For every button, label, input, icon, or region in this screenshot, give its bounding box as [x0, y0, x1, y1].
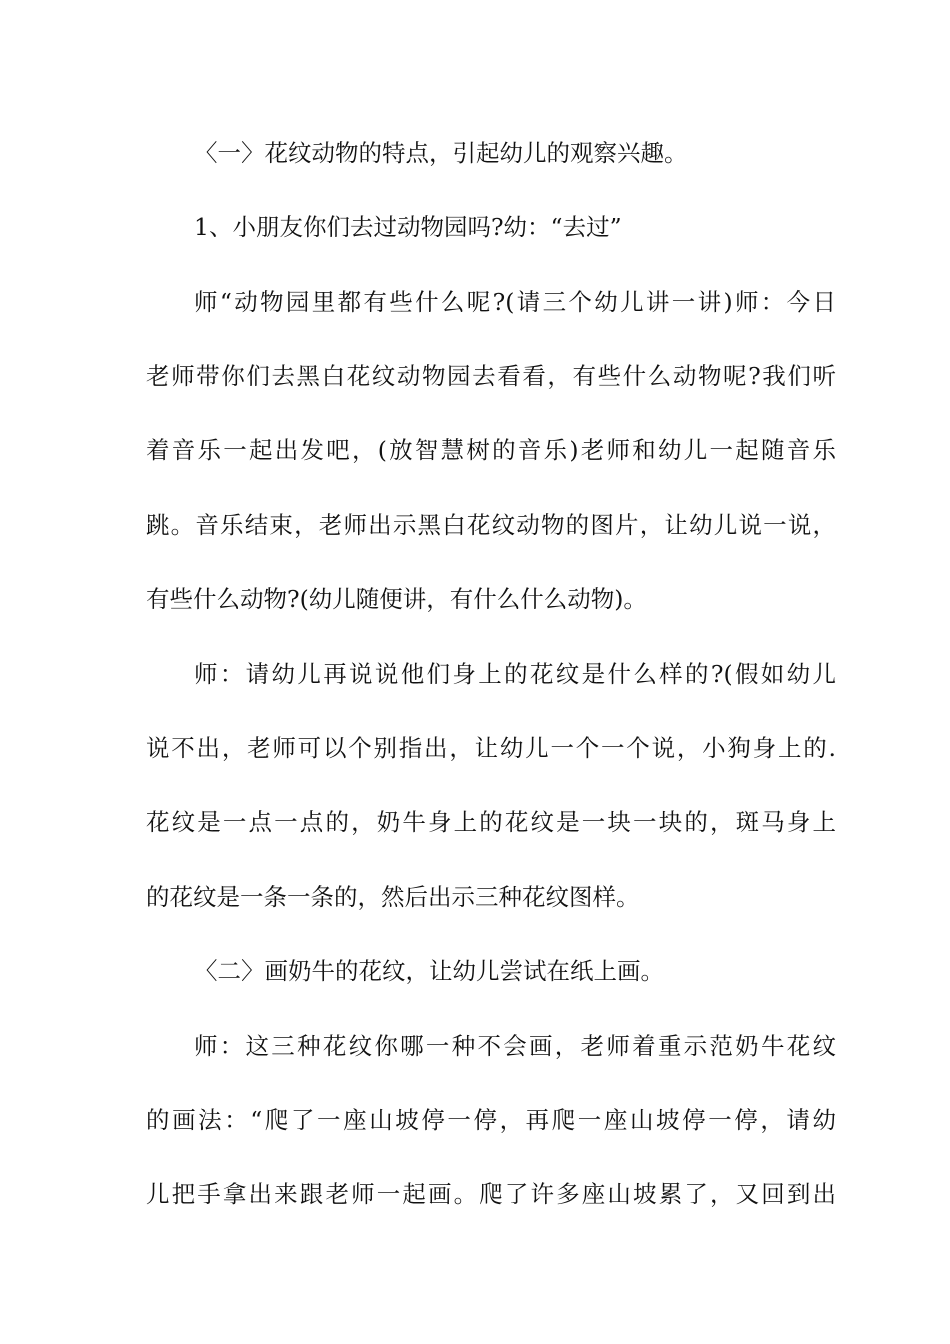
section-heading-1: 〈一〉花纹动物的特点，引起幼儿的观察兴趣。	[194, 139, 688, 167]
paragraph-line: 师“动物园里都有些什么呢?(请三个幼儿讲一讲)师：今日	[194, 288, 836, 316]
paragraph-line: 着音乐一起出发吧，(放智慧树的音乐)老师和幼儿一起随音乐	[146, 436, 836, 464]
paragraph-line: 的花纹是一条一条的，然后出示三种花纹图样。	[146, 883, 640, 911]
paragraph-line: 有些什么动物?(幼儿随便讲，有什么什么动物)。	[146, 585, 647, 613]
paragraph-line: 花纹是一点一点的，奶牛身上的花纹是一块一块的，斑马身上	[146, 808, 836, 836]
paragraph-line: 跳。音乐结束，老师出示黑白花纹动物的图片，让幼儿说一说，	[146, 511, 836, 539]
paragraph-line: 儿把手拿出来跟老师一起画。爬了许多座山坡累了，又回到出	[146, 1180, 836, 1208]
section-heading-2: 〈二〉画奶牛的花纹，让幼儿尝试在纸上画。	[194, 957, 664, 985]
paragraph-line: 说不出，老师可以个别指出，让幼儿一个一个说，小狗身上的.	[146, 734, 836, 762]
paragraph-line: 师：这三种花纹你哪一种不会画，老师着重示范奶牛花纹	[194, 1032, 836, 1060]
paragraph-line: 老师带你们去黑白花纹动物园去看看，有些什么动物呢?我们听	[146, 362, 836, 390]
paragraph-line: 1、小朋友你们去过动物园吗?幼：“去过”	[194, 213, 622, 241]
paragraph-line: 师：请幼儿再说说他们身上的花纹是什么样的?(假如幼儿	[194, 660, 836, 688]
paragraph-line: 的画法：“爬了一座山坡停一停，再爬一座山坡停一停，请幼	[146, 1106, 836, 1134]
